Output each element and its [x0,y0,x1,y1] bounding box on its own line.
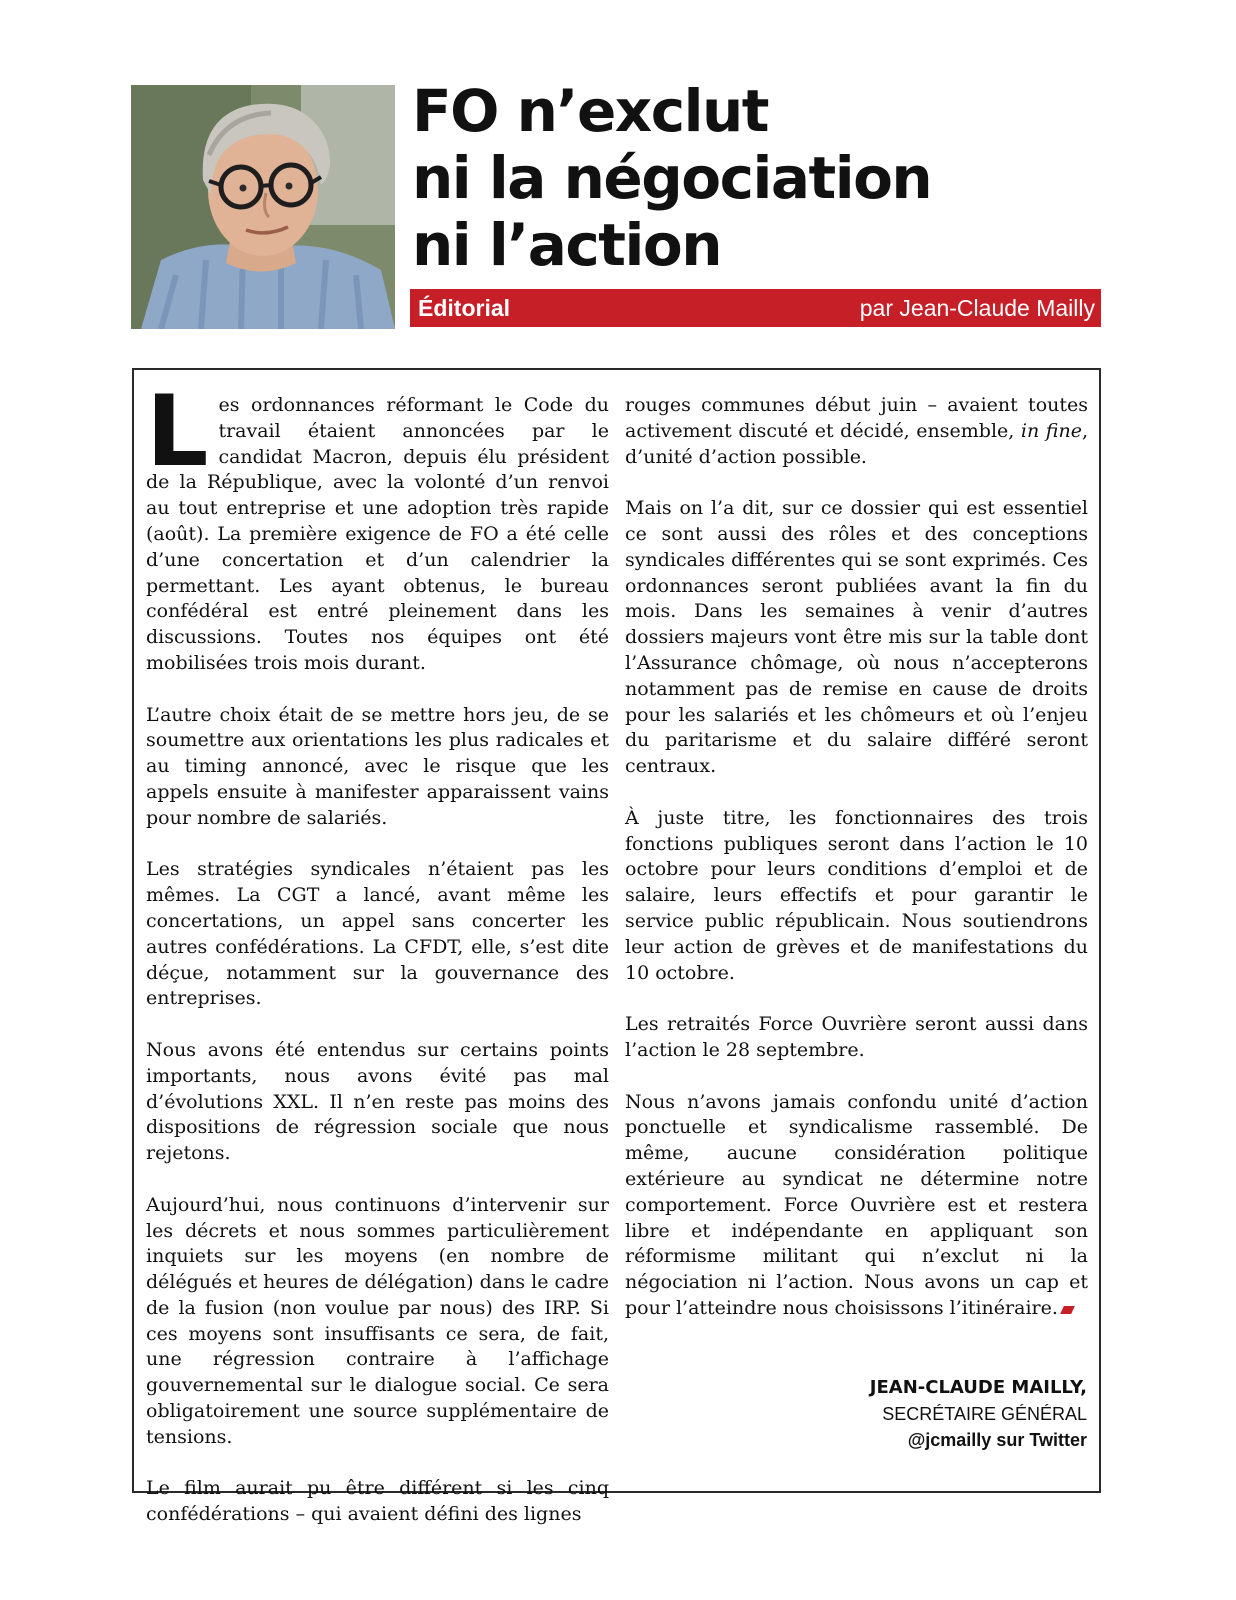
headline [412,78,1112,279]
signature-role: SECRÉTAIRE GÉNÉRAL [882,1404,1087,1424]
article-box [132,368,1101,1526]
paragraph: Le film aurait pu être différent si les cinq confédérations – qui avaient défini des lignes [146,1477,609,1526]
drop-cap: L [146,375,209,489]
paragraph: Aujourd’hui, nous continuons d’intervenir sur les décrets et nous sommes particulièrement inquiets sur les moyens (en nombre de délégués et heures de délégation) dans le cadre de la fusion (non voulue par nous) des IRP. Si ces moyens sont insuffisants ce sera, de fait, une régression contraire à l’affichage gouvernemental sur le dialogue social. Ce sera obligatoirement une source supplémentaire de tensions. [146,1193,609,1448]
paragraph-text: Nous n’avons jamais confondu unité d’action ponctuelle et syndicalisme rassemblé. De même, aucune considération politique extérieure au syndicat ne détermine notre comportement. Force Ouvrière est et restera libre et indépendante en appliquant son réformisme militant qui n’exclut ni la négociation ni l’action. Nous avons un cap et pour l’atteindre nous choisissons l’itinéraire. [625,1090,1088,1319]
signature-block [870,1375,1087,1453]
left-column [146,375,609,1528]
paragraph: Mais on l’a dit, sur ce dossier qui est essentiel ce sont aussi des rôles et des conceptions syndicales différentes qui se sont exprimés. Ces ordonnances seront publiées avant la fin du mois. Dans les semaines à venir d’autres dossiers majeurs vont être mis sur la table dont l’Assurance chômage, où nous n’accepterons notamment pas de remise en cause de droits pour les salariés et les chômeurs et où l’enjeu du paritarisme et du salaire différé seront centraux. [625,497,1088,778]
paragraph [146,375,609,677]
paragraph [625,1090,1088,1322]
paragraph: Les stratégies syndicales n’étaient pas les mêmes. La CGT a lancé, avant même les concertations, un appel sans concerter les autres confédérations. La CFDT, elle, s’est dite déçue, notamment sur la gouvernance des entreprises. [146,858,609,1010]
paragraph: Nous avons été entendus sur certains points importants, nous avons évité pas mal d’évolutions XXL. Il n’en reste pas moins des dispositions de régression sociale que nous rejetons. [146,1038,609,1165]
paragraph [625,393,1088,470]
signature-name: JEAN-CLAUDE MAILLY, [869,1377,1087,1398]
rubric-band [410,289,1101,327]
headline-line-2: ni la négociation [412,144,932,212]
paragraph: L’autre choix était de se mettre hors jeu, de se soumettre aux orientations les plus radicales et au timing annoncé, avec le risque que les appels ensuite à manifester apparaissent vains pour nombre de salariés. [146,703,609,829]
paragraph: À juste titre, les fonctionnaires des trois fonctions publiques seront dans l’action le 10 octobre pour leurs conditions d’emploi et de salaire, leurs effectifs et pour garantir le service public républicain. Nous soutiendrons leur action de grèves et de manifestations du 10 octobre. [625,806,1088,984]
portrait-illustration [131,85,395,329]
end-mark-icon [1060,1306,1075,1314]
author-portrait [131,85,395,329]
signature-twitter: @jcmailly sur Twitter [907,1430,1087,1450]
right-column [625,393,1088,1322]
italic-text: in fine [1020,419,1082,442]
rubric-label: Éditorial [418,294,511,321]
paragraph: Les retraités Force Ouvrière seront aussi dans l’action le 28 septembre. [625,1013,1088,1061]
paragraph-text: rouges communes début juin – avaient toutes activement discuté et décidé, ensemble, [625,394,1088,442]
headline-line-1: FO n’exclut [412,77,768,145]
headline-line-3: ni l’action [412,211,722,279]
byline: par Jean-Claude Mailly [859,294,1095,321]
paragraph-text: es ordonnances réformant le Code du travail étaient annoncées par le candidat Macron, depuis élu président de la République, avec la volonté d’un renvoi au tout entreprise et une adoption très rapide (août). La première exigence de FO a été celle d’une concertation et d’un calendrier la permettant. Les ayant obtenus, le bureau confédéral est entré pleinement dans les discussions. Toutes nos équipes ont été mobilisées trois mois durant. [146,394,609,674]
paragraph-text: , d’unité d’action possible. [625,419,1088,468]
